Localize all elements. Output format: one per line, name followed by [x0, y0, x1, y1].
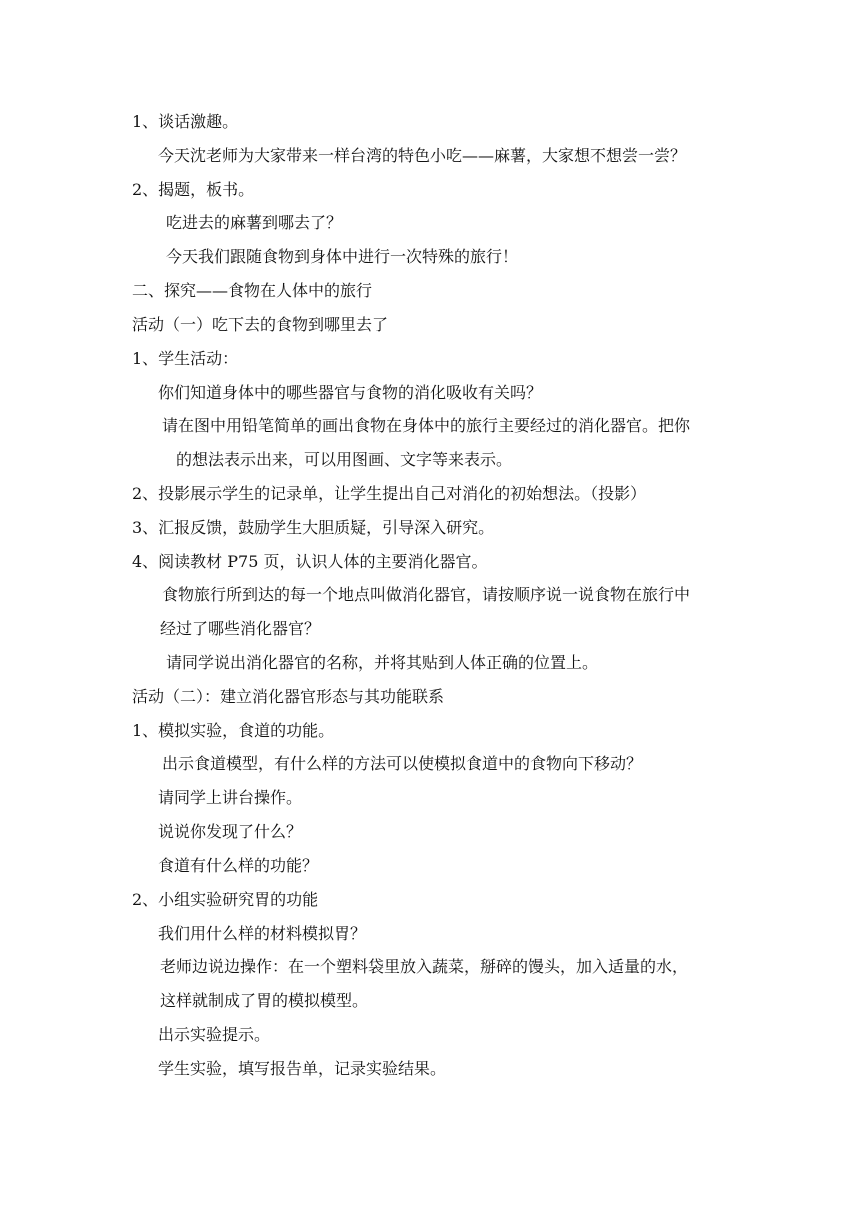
section-1-heading: 1、谈话激趣。 — [132, 112, 239, 131]
paragraph-line: 我们用什么样的材料模拟胃？ — [158, 924, 367, 943]
paragraph-line: 出示实验提示。 — [158, 1025, 271, 1044]
paragraph-line: 请同学说出消化器官的名称，并将其贴到人体正确的位置上。 — [166, 653, 599, 672]
activity-1-heading: 活动（一）吃下去的食物到哪里去了 — [132, 315, 389, 334]
step-heading: 2、投影展示学生的记录单，让学生提出自己对消化的初始想法。（投影） — [132, 484, 647, 503]
paragraph-line: 今天沈老师为大家带来一样台湾的特色小吃——麻薯，大家想不想尝一尝？ — [158, 146, 687, 165]
paragraph-line: 出示食道模型，有什么样的方法可以使模拟食道中的食物向下移动？ — [162, 754, 643, 773]
paragraph-line: 吃进去的麻薯到哪去了？ — [166, 213, 343, 232]
paragraph-line: 经过了哪些消化器官？ — [160, 619, 321, 638]
step-heading: 3、汇报反馈，鼓励学生大胆质疑，引导深入研究。 — [132, 518, 495, 537]
step-heading: 4、阅读教材 P75 页，认识人体的主要消化器官。 — [132, 552, 488, 571]
paragraph-line: 请同学上讲台操作。 — [158, 788, 303, 807]
section-2-heading: 2、揭题，板书。 — [132, 180, 255, 199]
step-heading: 1、学生活动： — [132, 349, 239, 368]
step-heading: 2、小组实验研究胃的功能 — [132, 890, 319, 909]
paragraph-line: 的想法表示出来，可以用图画、文字等来表示。 — [176, 450, 513, 469]
part-two-heading: 二、探究——食物在人体中的旅行 — [132, 281, 373, 300]
paragraph-line: 老师边说边操作：在一个塑料袋里放入蔬菜，掰碎的馒头，加入适量的水， — [160, 957, 689, 976]
paragraph-line: 说说你发现了什么？ — [158, 822, 303, 841]
paragraph-line: 学生实验，填写报告单，记录实验结果。 — [158, 1059, 447, 1078]
step-heading: 1、模拟实验，食道的功能。 — [132, 721, 335, 740]
paragraph-line: 食道有什么样的功能？ — [158, 856, 319, 875]
paragraph-line: 食物旅行所到达的每一个地点叫做消化器官，请按顺序说一说食物在旅行中 — [162, 585, 691, 604]
paragraph-line: 你们知道身体中的哪些器官与食物的消化吸收有关吗？ — [158, 383, 543, 402]
paragraph-line: 今天我们跟随食物到身体中进行一次特殊的旅行！ — [166, 247, 519, 266]
paragraph-line: 请在图中用铅笔简单的画出食物在身体中的旅行主要经过的消化器官。把你 — [162, 416, 691, 435]
activity-2-heading: 活动（二）：建立消化器官形态与其功能联系 — [132, 687, 445, 706]
paragraph-line: 这样就制成了胃的模拟模型。 — [160, 991, 369, 1010]
